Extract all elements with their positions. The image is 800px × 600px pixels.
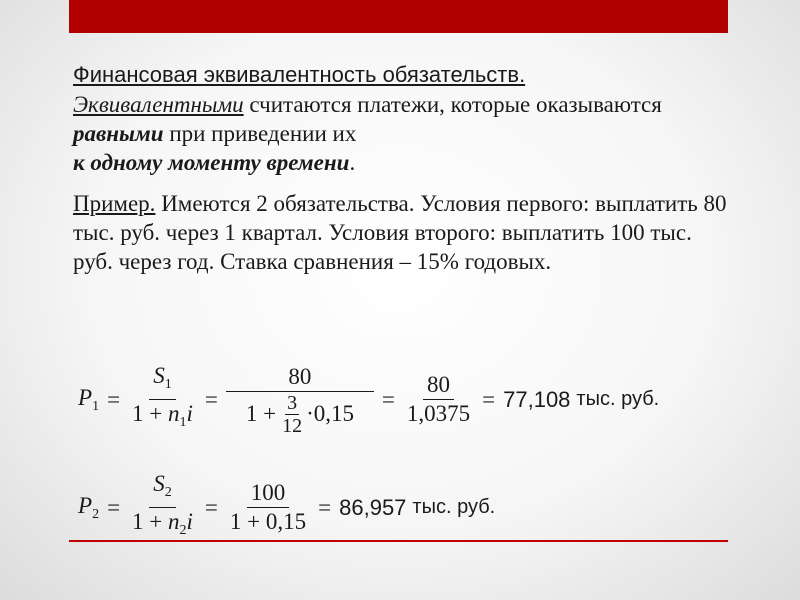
formula-p2 [78, 470, 495, 545]
fraction-s1-over-discount: $\frac{S_1}{1 + n_1i}$ [132, 363, 193, 430]
term-equivalent: Эквивалентными [73, 92, 244, 117]
fraction-80-over-1-0375: $\frac{80}{1,0375}$ [406, 372, 471, 426]
example-text: Имеются 2 обязательства. Условия первого: выплатить 80 тыс. руб. через 1 квартал. Условия второго: выплатить 100 тыс. руб. через год. Ставка сравнения – 15% годовых. [73, 191, 727, 274]
fraction-3-over-12: $\frac{3}{12}$ [282, 391, 303, 437]
slide-heading: Финансовая эквивалентность обязательств. [73, 62, 526, 87]
fraction-80-over-compound: 80 1 + $\frac{3}{12}$ ·0,15 [226, 363, 374, 437]
equals-sign: = [482, 386, 496, 412]
example-paragraph [73, 189, 733, 276]
p1-unit: тыс. руб. [576, 388, 660, 410]
footer-divider [69, 540, 728, 542]
formula-p1 [78, 362, 659, 437]
definition-text-3: . [349, 150, 356, 175]
fraction-100-over-1-15: $\frac{100}{1 + 0,15}$ [229, 480, 307, 534]
slide-body [73, 60, 733, 276]
example-label: Пример. [73, 191, 156, 216]
fraction-s2-over-discount: $\frac{S_2}{1 + n_2i}$ [132, 471, 193, 538]
equals-sign: = [107, 386, 121, 412]
emphasis-same-moment: к одному моменту времени [73, 150, 350, 175]
emphasis-equal: равными [73, 121, 164, 146]
equals-sign: = [107, 494, 121, 520]
p2-unit: тыс. руб. [412, 496, 496, 518]
definition-text-2: при приведении их [163, 121, 357, 146]
p2-result: 86,957 [339, 494, 407, 520]
definition-text-1: считаются платежи, которые оказываются [243, 92, 662, 117]
equals-sign: = [204, 386, 218, 412]
definition-paragraph [73, 90, 733, 177]
p2-symbol: $P_2$ [78, 492, 100, 522]
equals-sign: = [381, 386, 395, 412]
p1-result: 77,108 [503, 386, 571, 412]
equals-sign: = [204, 494, 218, 520]
equals-sign: = [318, 494, 332, 520]
p1-symbol: $P_1$ [78, 384, 100, 414]
header-accent-bar [69, 0, 728, 33]
